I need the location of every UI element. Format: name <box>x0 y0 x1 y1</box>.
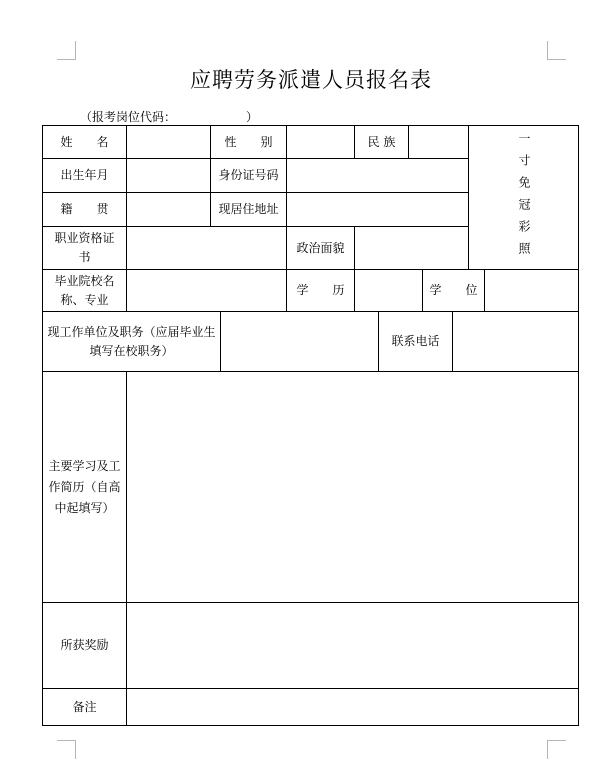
label-address: 现居住地址 <box>210 192 287 227</box>
post-code-line <box>80 108 258 125</box>
page-corner-mark <box>547 41 566 60</box>
photo-box[interactable] <box>468 125 579 270</box>
photo-label: 一寸免冠彩照 <box>517 131 531 264</box>
label-name: 姓 名 <box>42 125 127 159</box>
field-awards[interactable] <box>126 602 579 689</box>
form-title: 应聘劳务派遣人员报名表 <box>190 68 432 92</box>
field-education[interactable] <box>354 269 423 312</box>
page-corner-mark <box>57 740 76 759</box>
label-phone: 联系电话 <box>378 311 453 372</box>
label-political: 政治面貌 <box>286 226 355 270</box>
field-gender[interactable] <box>286 125 355 159</box>
field-remarks[interactable] <box>126 688 579 726</box>
field-ethnicity[interactable] <box>408 125 469 159</box>
label-degree: 学 位 <box>422 269 485 312</box>
label-education: 学 历 <box>286 269 355 312</box>
label-awards: 所获奖励 <box>42 602 127 689</box>
field-political[interactable] <box>354 226 469 270</box>
field-qualification[interactable] <box>126 226 287 270</box>
post-code-label: （报考岗位代码： <box>80 110 177 124</box>
page-corner-mark <box>57 41 76 60</box>
field-work-unit[interactable] <box>220 311 379 372</box>
field-id-number[interactable] <box>286 158 469 193</box>
label-remarks: 备注 <box>42 688 127 726</box>
registration-form-table <box>43 126 579 726</box>
field-native-place[interactable] <box>126 192 211 227</box>
field-resume[interactable] <box>126 371 579 603</box>
label-school: 毕业院校名称、专业 <box>42 269 127 312</box>
field-phone[interactable] <box>452 311 579 372</box>
field-degree[interactable] <box>484 269 579 312</box>
field-address[interactable] <box>286 192 469 227</box>
page-corner-mark <box>547 740 566 759</box>
post-code-close: ） <box>246 110 259 124</box>
label-birth: 出生年月 <box>42 158 127 193</box>
label-resume: 主要学习及工作简历（自高中起填写） <box>42 371 127 603</box>
label-id-number: 身份证号码 <box>210 158 287 193</box>
label-native-place: 籍 贯 <box>42 192 127 227</box>
label-gender: 性 别 <box>210 125 287 159</box>
label-ethnicity: 民 族 <box>354 125 409 159</box>
label-qualification: 职业资格证书 <box>42 226 127 270</box>
field-name[interactable] <box>126 125 211 159</box>
label-work-unit: 现工作单位及职务（应届毕业生填写在校职务） <box>42 311 221 372</box>
field-school[interactable] <box>126 269 287 312</box>
field-birth[interactable] <box>126 158 211 193</box>
